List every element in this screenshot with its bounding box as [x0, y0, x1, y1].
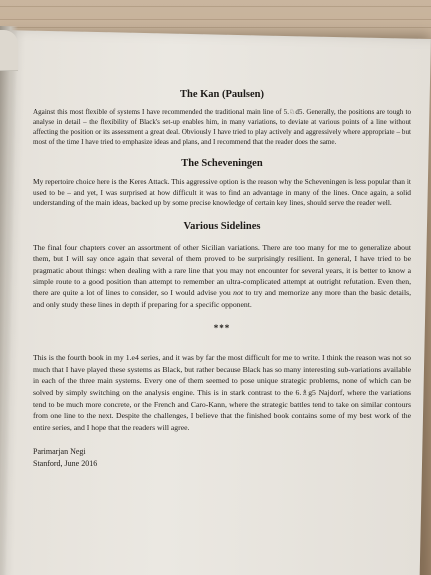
section-kan	[33, 88, 411, 147]
body-text: to try and memorize any more than the basic details, and only study these lines in depth if preparing for a specific opponent.	[33, 288, 411, 309]
wood-grain	[0, 6, 431, 7]
emphasis-text: not	[233, 288, 243, 298]
section-heading: The Scheveningen	[181, 158, 263, 169]
wood-grain	[0, 19, 431, 20]
page-content	[33, 52, 411, 470]
section-body	[33, 242, 411, 310]
section-heading: Various Sidelines	[183, 220, 261, 232]
closing-paragraph: This is the fourth book in my 1.e4 series, and it was by far the most difficult for me to write. I think the reason was not so much that I have played these systems as Black, but rather because Black has so many interesting sub-variations available in each of the three main systems. Every one of them seemed to pose unique strategic problems, none of which can be solved by simply switching on the analysis engine. This is in stark contrast to the 6.♗g5 Najdorf, where the variations tend to be much more concrete, or the French and Caro-Kann, where the strategic battles tend to take on similar contours from one line to the next. Despite the challenges, I believe that the finished book contains some of my best work of the entire series, and I hope that the readers will agree.	[33, 353, 411, 432]
wood-grain	[0, 27, 431, 28]
section-body: Against this most flexible of systems I have recommended the traditional main line of 5.♘d5. Generally, the positions are tough to analyse in detail – the flexibility of Black's set-up enables him, in many variations, to deviate at various points of a line without affecting the position or its assessment a great deal. Obviously I have tried to play actively and aggressively where appropriate – but most of the time I have tried to emphasize ideas and plans, and I recommend that the reader does the same.	[33, 108, 411, 146]
section-scheveningen	[33, 157, 411, 209]
place-date: Stanford, June 2016	[33, 459, 98, 469]
section-various-sidelines	[33, 220, 411, 310]
signature-block	[33, 446, 411, 470]
section-separator: ***	[213, 323, 231, 334]
page-curl	[0, 30, 18, 71]
section-body: My repertoire choice here is the Keres Attack. This aggressive option is the reason why the Scheveningen is less popular than it used to be – and yet, I was surprised at how difficult it was to find an advantage in many of the lines. Once again, a solid understanding of the main ideas, backed up by some precise knowledge of certain key lines, should serve the reader well.	[33, 177, 411, 208]
author-name: Parimarjan Negi	[33, 447, 86, 457]
body-text: The final four chapters cover an assortment of other Sicilian variations. There are too many for me to generalize about them, but I will say once again that several of them proved to be surprisingly resilient. In general, I have tried to be pragmatic about things: when dealing with a rare line that you may not encounter for several years, it is better to know a simple route to a good position than attempt to remember an ultra-complicated attempt at outright refutation. Even then, there are quite a lot of lines to consider, so I would advise you	[33, 242, 411, 298]
section-heading: The Kan (Paulsen)	[179, 89, 264, 100]
